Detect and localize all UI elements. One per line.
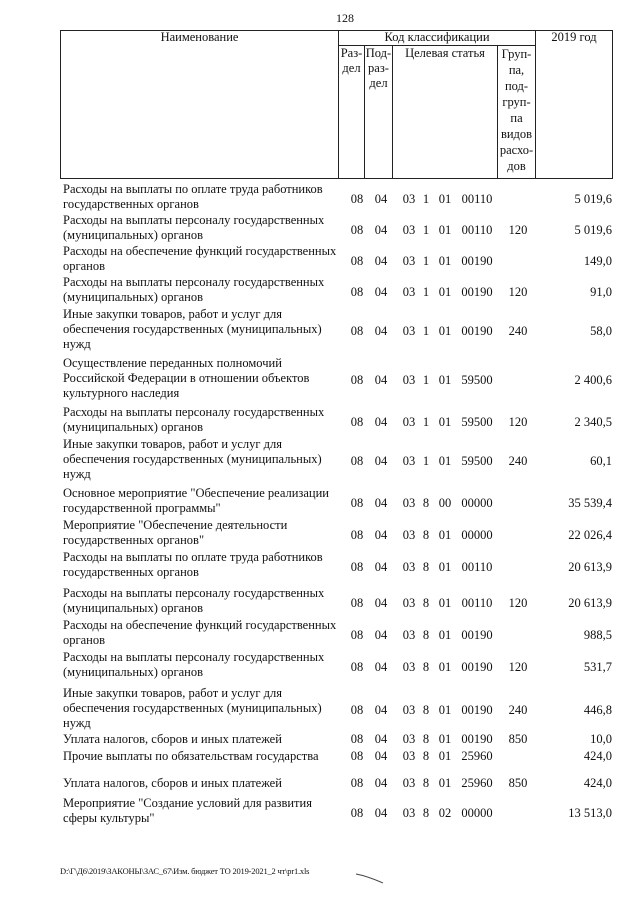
row-name: Расходы на выплаты персоналу государственных (муниципальных) органов — [63, 213, 325, 242]
row-name: Уплата налогов, сборов и иных платежей — [63, 776, 282, 790]
row-name: Расходы на выплаты персоналу государственных (муниципальных) органов — [63, 586, 325, 615]
header-group: Груп- па, под- груп- па видов расхо- дов — [499, 47, 534, 173]
table-row — [60, 244, 615, 274]
row-code-r: 08 — [350, 324, 364, 338]
row-name: Расходы на обеспечение функций государственных органов — [63, 244, 337, 273]
row-code-r: 08 — [350, 749, 364, 763]
header-razdel: Раз- дел — [340, 46, 363, 75]
row-code-p: 04 — [374, 222, 388, 237]
table-row — [60, 776, 615, 791]
row-code-r: 08 — [350, 222, 364, 237]
row-code-r: 08 — [350, 495, 364, 510]
row-code-c: 01 — [438, 527, 452, 542]
row-code-b: 1 — [422, 373, 430, 387]
row-code-c: 01 — [438, 732, 452, 746]
row-code-d: 00190 — [461, 627, 493, 642]
row-code-g: 240 — [508, 703, 528, 717]
row-code-a: 03 — [402, 222, 416, 237]
row-code-b: 1 — [422, 222, 430, 237]
row-code-d: 00190 — [461, 324, 493, 338]
row-name: Иные закупки товаров, работ и услуг для обеспечения государственных (муниципальных) нужд — [63, 307, 322, 351]
row-amount: 13 513,0 — [568, 805, 612, 820]
row-code-p: 04 — [374, 732, 388, 746]
row-code-c: 02 — [438, 805, 452, 820]
row-code-b: 8 — [422, 703, 430, 717]
row-code-g: 240 — [508, 454, 528, 468]
table-row — [60, 650, 615, 680]
header-target-cell — [392, 45, 498, 179]
row-code-d: 00190 — [461, 253, 493, 268]
row-code-p: 04 — [374, 776, 388, 790]
row-amount: 20 613,9 — [568, 559, 612, 574]
row-code-d: 00110 — [461, 222, 493, 237]
row-code-c: 01 — [438, 659, 452, 674]
table-row — [60, 275, 615, 305]
row-code-d: 00110 — [461, 559, 493, 574]
row-code-g: 240 — [508, 324, 528, 338]
table-row — [60, 518, 615, 548]
row-code-g: 120 — [508, 659, 528, 674]
row-name: Уплата налогов, сборов и иных платежей — [63, 732, 282, 746]
header-name-cell — [60, 30, 339, 179]
row-code-a: 03 — [402, 373, 416, 387]
row-name: Осуществление переданных полномочий Российской Федерации в отношении объектов культурного наследия — [63, 356, 310, 400]
row-code-r: 08 — [350, 805, 364, 820]
table-row — [60, 437, 615, 482]
row-code-a: 03 — [402, 805, 416, 820]
row-code-c: 01 — [438, 627, 452, 642]
row-name: Расходы на выплаты по оплате труда работников государственных органов — [63, 182, 323, 211]
row-code-b: 8 — [422, 659, 430, 674]
row-code-d: 25960 — [461, 776, 493, 790]
table-row — [60, 356, 615, 401]
row-code-r: 08 — [350, 595, 364, 610]
header-name: Наименование — [160, 30, 239, 44]
row-code-b: 1 — [422, 284, 430, 299]
row-code-a: 03 — [402, 703, 416, 717]
row-code-b: 1 — [422, 253, 430, 268]
row-amount: 424,0 — [583, 749, 612, 763]
row-amount: 35 539,4 — [568, 495, 612, 510]
row-code-p: 04 — [374, 595, 388, 610]
row-amount: 988,5 — [583, 627, 612, 642]
row-name: Расходы на выплаты по оплате труда работников государственных органов — [63, 550, 323, 579]
row-code-p: 04 — [374, 324, 388, 338]
row-amount: 58,0 — [590, 324, 612, 338]
row-code-p: 04 — [374, 495, 388, 510]
row-code-d: 00190 — [461, 732, 493, 746]
row-code-b: 8 — [422, 595, 430, 610]
row-code-b: 8 — [422, 749, 430, 763]
header-year-cell — [535, 30, 613, 179]
table-row — [60, 749, 615, 764]
row-name: Основное мероприятие "Обеспечение реализации государственной программы" — [63, 486, 329, 515]
row-code-p: 04 — [374, 373, 388, 387]
row-code-c: 01 — [438, 324, 452, 338]
table-row — [60, 405, 615, 435]
row-code-r: 08 — [350, 527, 364, 542]
row-code-p: 04 — [374, 805, 388, 820]
row-name: Мероприятие "Обеспечение деятельности государственных органов" — [63, 518, 288, 547]
table-row — [60, 732, 615, 747]
row-code-b: 1 — [422, 191, 430, 206]
row-code-p: 04 — [374, 703, 388, 717]
row-code-g: 850 — [508, 776, 528, 790]
row-code-p: 04 — [374, 749, 388, 763]
row-amount: 5 019,6 — [574, 222, 612, 237]
row-code-a: 03 — [402, 776, 416, 790]
row-code-b: 8 — [422, 776, 430, 790]
row-code-p: 04 — [374, 627, 388, 642]
row-code-b: 1 — [422, 324, 430, 338]
row-code-d: 00190 — [461, 659, 493, 674]
row-code-b: 8 — [422, 627, 430, 642]
row-name: Прочие выплаты по обязательствам государства — [63, 749, 319, 763]
row-code-r: 08 — [350, 373, 364, 387]
row-amount: 424,0 — [583, 776, 612, 790]
page-number: 128 — [336, 11, 354, 25]
row-code-r: 08 — [350, 732, 364, 746]
header-target: Целевая статья — [405, 46, 485, 60]
row-code-r: 08 — [350, 284, 364, 299]
row-code-d: 59500 — [461, 454, 493, 468]
row-code-p: 04 — [374, 191, 388, 206]
row-amount: 22 026,4 — [568, 527, 612, 542]
row-code-b: 8 — [422, 732, 430, 746]
table-row — [60, 486, 615, 516]
row-code-c: 01 — [438, 559, 452, 574]
row-code-g: 850 — [508, 732, 528, 746]
row-amount: 531,7 — [583, 659, 612, 674]
table-row — [60, 213, 615, 243]
row-code-d: 59500 — [461, 414, 493, 429]
row-code-p: 04 — [374, 559, 388, 574]
row-code-r: 08 — [350, 659, 364, 674]
row-code-d: 00000 — [461, 527, 493, 542]
row-code-c: 00 — [438, 495, 452, 510]
row-code-p: 04 — [374, 527, 388, 542]
row-code-c: 01 — [438, 776, 452, 790]
table-row — [60, 182, 615, 212]
row-code-a: 03 — [402, 284, 416, 299]
row-code-c: 01 — [438, 253, 452, 268]
row-code-a: 03 — [402, 732, 416, 746]
row-code-g: 120 — [508, 414, 528, 429]
row-code-p: 04 — [374, 414, 388, 429]
row-code-b: 8 — [422, 527, 430, 542]
row-code-r: 08 — [350, 776, 364, 790]
row-code-a: 03 — [402, 253, 416, 268]
row-code-d: 25960 — [461, 749, 493, 763]
row-amount: 10,0 — [590, 732, 612, 746]
row-code-d: 00000 — [461, 495, 493, 510]
table-row — [60, 550, 615, 580]
row-name: Расходы на обеспечение функций государственных органов — [63, 618, 337, 647]
row-code-b: 1 — [422, 414, 430, 429]
row-code-c: 01 — [438, 191, 452, 206]
row-code-b: 8 — [422, 495, 430, 510]
row-code-p: 04 — [374, 659, 388, 674]
row-code-c: 01 — [438, 703, 452, 717]
row-code-c: 01 — [438, 749, 452, 763]
row-code-p: 04 — [374, 454, 388, 468]
row-amount: 5 019,6 — [574, 191, 612, 206]
row-code-p: 04 — [374, 253, 388, 268]
row-code-a: 03 — [402, 527, 416, 542]
row-code-r: 08 — [350, 191, 364, 206]
row-code-a: 03 — [402, 595, 416, 610]
row-code-g: 120 — [508, 595, 528, 610]
table-row — [60, 586, 615, 616]
row-code-a: 03 — [402, 324, 416, 338]
header-year: 2019 год — [551, 30, 597, 44]
row-code-c: 01 — [438, 595, 452, 610]
row-code-c: 01 — [438, 414, 452, 429]
table-row — [60, 686, 615, 731]
row-code-d: 00000 — [461, 805, 493, 820]
header-classification: Код классификации — [384, 30, 490, 44]
row-code-a: 03 — [402, 414, 416, 429]
row-code-c: 01 — [438, 373, 452, 387]
row-code-b: 8 — [422, 559, 430, 574]
table-row — [60, 618, 615, 648]
row-code-d: 00110 — [461, 191, 493, 206]
row-code-r: 08 — [350, 454, 364, 468]
row-name: Расходы на выплаты персоналу государственных (муниципальных) органов — [63, 405, 325, 434]
row-code-c: 01 — [438, 454, 452, 468]
row-code-b: 8 — [422, 805, 430, 820]
row-name: Расходы на выплаты персоналу государственных (муниципальных) органов — [63, 275, 325, 304]
row-code-g: 120 — [508, 284, 528, 299]
row-code-a: 03 — [402, 659, 416, 674]
table-header — [60, 30, 613, 179]
row-code-a: 03 — [402, 749, 416, 763]
row-code-a: 03 — [402, 454, 416, 468]
table-row — [60, 307, 615, 352]
row-name: Мероприятие "Создание условий для развития сферы культуры" — [63, 796, 312, 825]
row-code-d: 00190 — [461, 703, 493, 717]
row-amount: 20 613,9 — [568, 595, 612, 610]
file-path-footer: D:\Г\Д6\2019\ЗАКОНЫ\ЗАС_67\Изм. бюджет ТО 2019-2021_2 чт\рr1.xls — [60, 866, 310, 876]
row-code-c: 01 — [438, 222, 452, 237]
row-amount: 91,0 — [590, 284, 612, 299]
row-code-r: 08 — [350, 703, 364, 717]
row-code-d: 59500 — [461, 373, 493, 387]
row-code-g: 120 — [508, 222, 528, 237]
row-name: Иные закупки товаров, работ и услуг для обеспечения государственных (муниципальных) нужд — [63, 686, 322, 730]
row-code-d: 00110 — [461, 595, 493, 610]
row-amount: 446,8 — [583, 703, 612, 717]
row-code-b: 1 — [422, 454, 430, 468]
row-name: Расходы на выплаты персоналу государственных (муниципальных) органов — [63, 650, 325, 679]
row-amount: 149,0 — [583, 253, 612, 268]
row-code-a: 03 — [402, 191, 416, 206]
row-amount: 2 340,5 — [574, 414, 612, 429]
row-code-c: 01 — [438, 284, 452, 299]
row-code-r: 08 — [350, 559, 364, 574]
row-code-r: 08 — [350, 253, 364, 268]
header-podrazdel: Под- раз- дел — [365, 46, 392, 90]
row-code-r: 08 — [350, 627, 364, 642]
pen-mark-icon — [355, 872, 385, 884]
row-code-d: 00190 — [461, 284, 493, 299]
row-code-p: 04 — [374, 284, 388, 299]
row-code-a: 03 — [402, 627, 416, 642]
table-row — [60, 796, 615, 826]
row-amount: 2 400,6 — [574, 373, 612, 387]
row-code-a: 03 — [402, 559, 416, 574]
row-code-r: 08 — [350, 414, 364, 429]
row-amount: 60,1 — [590, 454, 612, 468]
row-code-a: 03 — [402, 495, 416, 510]
row-name: Иные закупки товаров, работ и услуг для обеспечения государственных (муниципальных) нужд — [63, 437, 322, 481]
